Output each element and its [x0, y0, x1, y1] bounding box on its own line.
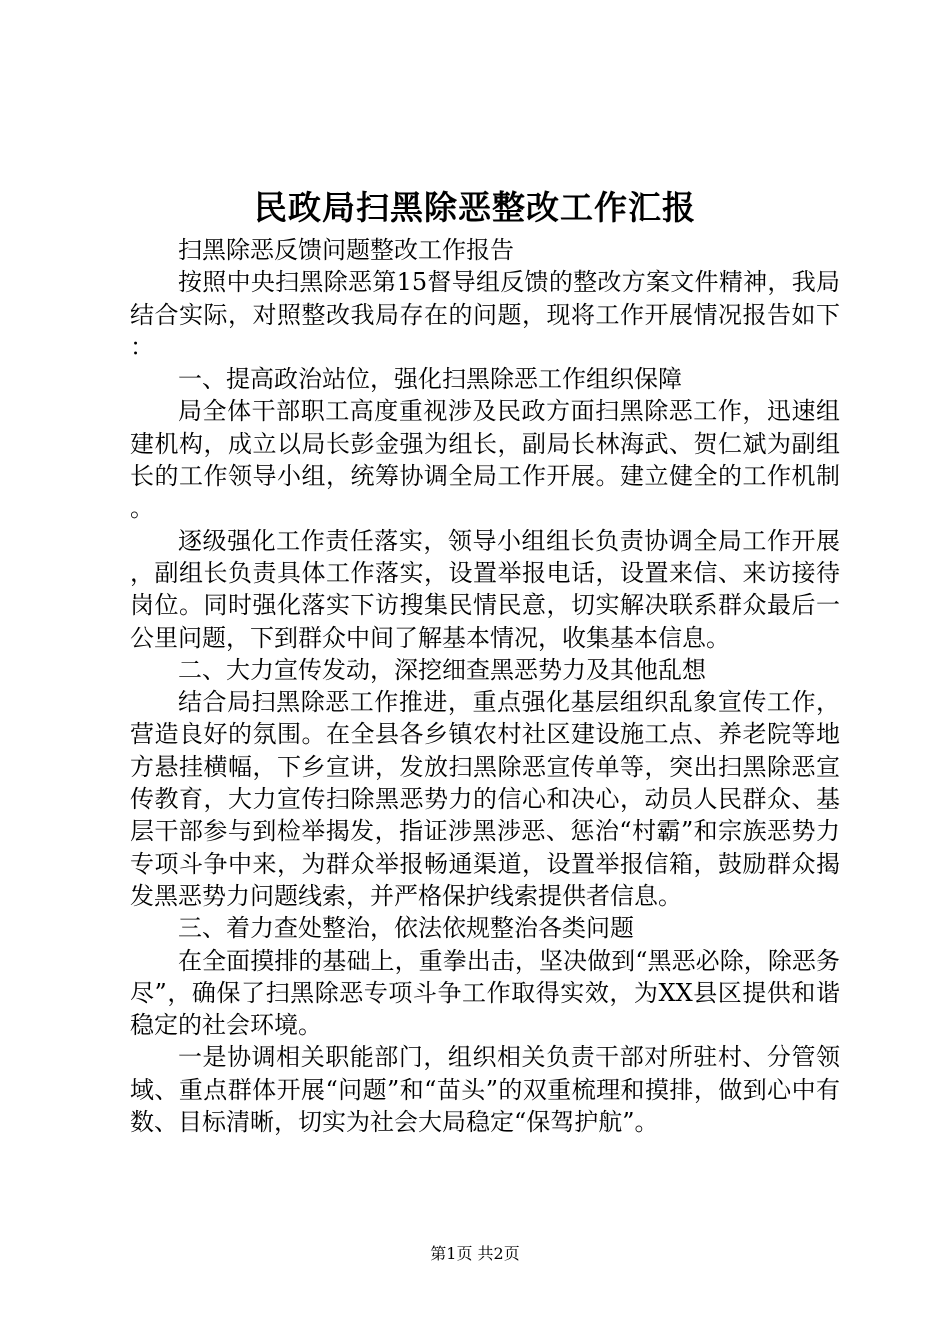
document-title: 民政局扫黑除恶整改工作汇报 — [254, 188, 696, 227]
section-heading: 三、着力查处整治，依法依规整治各类问题 — [178, 914, 634, 943]
paragraph: 局全体干部职工高度重视涉及民政方面扫黑除恶工作，迅速组建机构，成立以局长彭金强为组长，副局长林海武、贺仁斌为副组长的工作领导小组，统筹协调全局工作开展。建立健全的工作机制。 — [130, 397, 840, 523]
section-heading: 二、大力宣传发动，深挖细查黑恶势力及其他乱想 — [178, 655, 706, 684]
paragraph: 按照中央扫黑除恶第15督导组反馈的整改方案文件精神，我局结合实际，对照整改我局存在的问题，现将工作开展情况报告如下： — [130, 268, 840, 361]
page-footer: 第1页 共2页 — [430, 1244, 520, 1263]
section-heading: 一、提高政治站位，强化扫黑除恶工作组织保障 — [178, 365, 682, 394]
paragraph: 结合局扫黑除恶工作推进，重点强化基层组织乱象宣传工作，营造良好的氛围。在全县各乡镇农村社区建设施工点、养老院等地方悬挂横幅，下乡宣讲，发放扫黑除恶宣传单等，突出扫黑除恶宣传教育，大力宣传扫除黑恶势力的信心和决心，动员人民群众、基层干部参与到检举揭发，指证涉黑涉恶、惩治“村霸”和宗族恶势力专项斗争中来，为群众举报畅通渠道，设置举报信箱，鼓励群众揭发黑恶势力问题线索，并严格保护线索提供者信息。 — [130, 688, 840, 910]
paragraph: 在全面摸排的基础上，重拳出击，坚决做到“黑恶必除，除恶务尽”，确保了扫黑除恶专项斗争工作取得实效，为XX县区提供和谐稳定的社会环境。 — [130, 946, 840, 1040]
paragraph: 扫黑除恶反馈问题整改工作报告 — [178, 236, 514, 264]
paragraph: 一是协调相关职能部门，组织相关负责干部对所驻村、分管领域、重点群体开展“问题”和“苗头”的双重梳理和摸排，做到心中有数、目标清晰，切实为社会大局稳定“保驾护航”。 — [130, 1043, 840, 1137]
paragraph: 逐级强化工作责任落实，领导小组组长负责协调全局工作开展，副组长负责具体工作落实，设置举报电话，设置来信、来访接待岗位。同时强化落实下访搜集民情民意，切实解决联系群众最后一公里问题，下到群众中间了解基本情况，收集基本信息。 — [130, 526, 840, 652]
document-body — [130, 234, 840, 1138]
